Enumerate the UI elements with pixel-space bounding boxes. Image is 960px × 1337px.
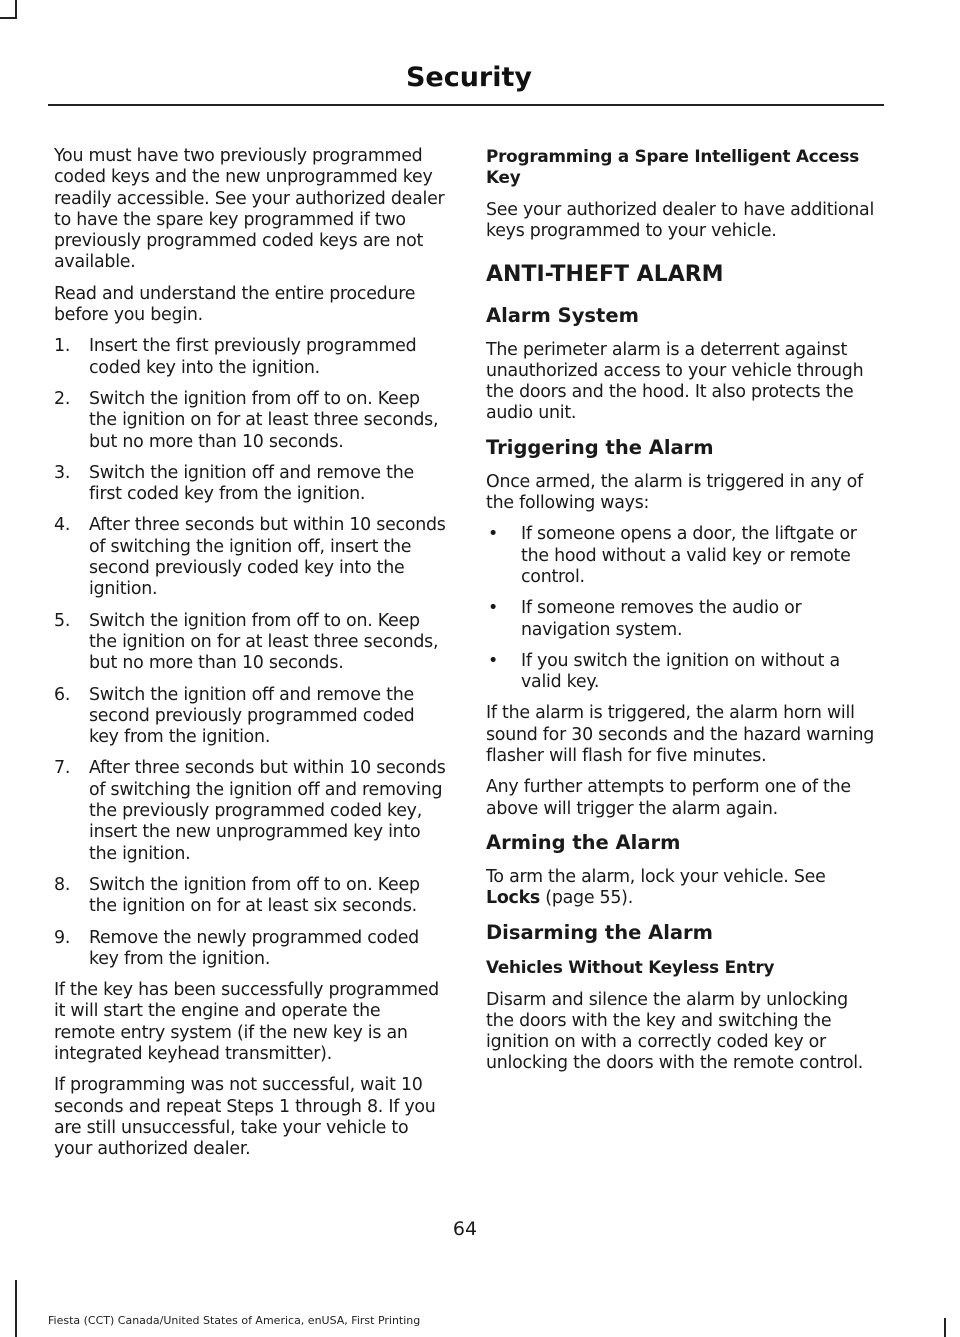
step-text: Switch the ignition from off to on. Keep the ignition on for at least three seconds, but no more than 10 seconds. <box>89 610 439 674</box>
list-item <box>54 389 446 453</box>
bullet: • <box>488 598 499 619</box>
step-text: Switch the ignition off and remove the second previously programmed coded key from the ignition. <box>89 684 415 748</box>
crop-mark-bottom-right-v <box>944 1318 946 1337</box>
list-item <box>54 928 446 971</box>
disarm-paragraph: Disarm and silence the alarm by unlocking the doors with the key and switching the ignition on with a correctly coded key or unlocking the doors with the remote control. <box>486 989 864 1074</box>
list-item <box>54 758 446 864</box>
header-divider <box>48 104 884 106</box>
further-attempts-paragraph: Any further attempts to perform one of the above will trigger the alarm again. <box>486 777 851 819</box>
list-item <box>54 515 446 600</box>
heading-arming: Arming the Alarm <box>486 830 681 854</box>
step-number: 8. <box>54 874 71 895</box>
step-number: 1. <box>54 336 71 357</box>
list-item <box>54 336 446 379</box>
step-number: 2. <box>54 388 71 409</box>
success-paragraph: If the key has been successfully programmed it will start the engine and operate the remote entry system (if the new key is an integrated keyhead transmitter). <box>54 980 439 1064</box>
step-text: Switch the ignition from off to on. Keep the ignition on for at least three seconds, but no more than 10 seconds. <box>89 388 439 452</box>
crop-mark-bottom-left-v <box>15 1280 17 1337</box>
step-number: 6. <box>54 684 71 705</box>
bullet-text: If someone removes the audio or navigation system. <box>521 598 802 640</box>
arming-paragraph <box>486 867 878 910</box>
step-text: After three seconds but within 10 seconds of switching the ignition off, insert the second previously coded key into the ignition. <box>89 515 446 600</box>
step-number: 3. <box>54 462 71 483</box>
step-number: 4. <box>54 515 71 536</box>
right-column <box>486 146 878 1085</box>
list-item <box>486 524 878 588</box>
intro-paragraph: You must have two previously programmed coded keys and the new unprogrammed key readily accessible. See your authorized dealer to have the spare key programmed if two previously programmed coded keys are not available. <box>54 146 445 273</box>
step-text: Remove the newly programmed coded key from the ignition. <box>89 927 419 969</box>
spare-key-paragraph: See your authorized dealer to have additional keys programmed to your vehicle. <box>486 200 875 242</box>
page-title: Security <box>405 62 532 93</box>
list-item <box>486 651 878 694</box>
step-text: Switch the ignition off and remove the first coded key from the ignition. <box>89 462 414 505</box>
step-number: 9. <box>54 927 71 948</box>
step-text: Switch the ignition from off to on. Keep the ignition on for at least six seconds. <box>89 874 420 917</box>
heading-disarming: Disarming the Alarm <box>486 920 713 944</box>
bullet: • <box>488 650 499 671</box>
page-number: 64 <box>452 1218 478 1240</box>
locks-link[interactable]: Locks <box>486 888 541 909</box>
left-column <box>54 146 446 1170</box>
list-item <box>54 611 446 675</box>
step-text: Insert the first previously programmed coded key into the ignition. <box>89 336 417 378</box>
heading-spare-key: Programming a Spare Intelligent Access Key <box>486 146 860 187</box>
procedure-note: Read and understand the entire procedure before you begin. <box>54 283 416 326</box>
bullet: • <box>488 524 499 545</box>
heading-without-keyless-entry: Vehicles Without Keyless Entry <box>486 956 775 977</box>
list-item <box>486 598 878 641</box>
alarm-system-paragraph: The perimeter alarm is a deterrent against unauthorized access to your vehicle through the doors and the hood. It also protects the audio unit. <box>486 339 864 424</box>
failure-paragraph: If programming was not successful, wait 10 seconds and repeat Steps 1 through 8. If you are still unsuccessful, take your vehicle to your authorized dealer. <box>54 1075 436 1160</box>
programming-steps <box>54 336 446 970</box>
list-item <box>54 463 446 506</box>
arming-text: To arm the alarm, lock your vehicle. See <box>486 866 826 887</box>
step-number: 7. <box>54 758 71 779</box>
heading-alarm-system: Alarm System <box>486 303 639 327</box>
footer-text: Fiesta (CCT) Canada/United States of America, enUSA, First Printing <box>48 1314 421 1327</box>
trigger-list <box>486 524 878 693</box>
crop-mark-top-left-h <box>0 17 17 19</box>
bullet-text: If someone opens a door, the liftgate or the hood without a valid key or remote control. <box>521 524 857 587</box>
bullet-text: If you switch the ignition on without a valid key. <box>521 650 840 693</box>
list-item <box>54 875 446 918</box>
heading-anti-theft-alarm: ANTI-THEFT ALARM <box>486 261 724 287</box>
step-number: 5. <box>54 610 71 631</box>
list-item <box>54 685 446 749</box>
crop-mark-top-left-v <box>15 0 17 18</box>
triggered-paragraph: If the alarm is triggered, the alarm horn will sound for 30 seconds and the hazard warning flasher will flash for five minutes. <box>486 703 875 767</box>
step-text: After three seconds but within 10 seconds of switching the ignition off and removing the previously programmed coded key, insert the new unprogrammed key into the ignition. <box>89 758 446 864</box>
page-reference: (page 55). <box>540 888 633 909</box>
triggering-paragraph: Once armed, the alarm is triggered in any of the following ways: <box>486 471 863 514</box>
heading-triggering: Triggering the Alarm <box>486 435 714 459</box>
